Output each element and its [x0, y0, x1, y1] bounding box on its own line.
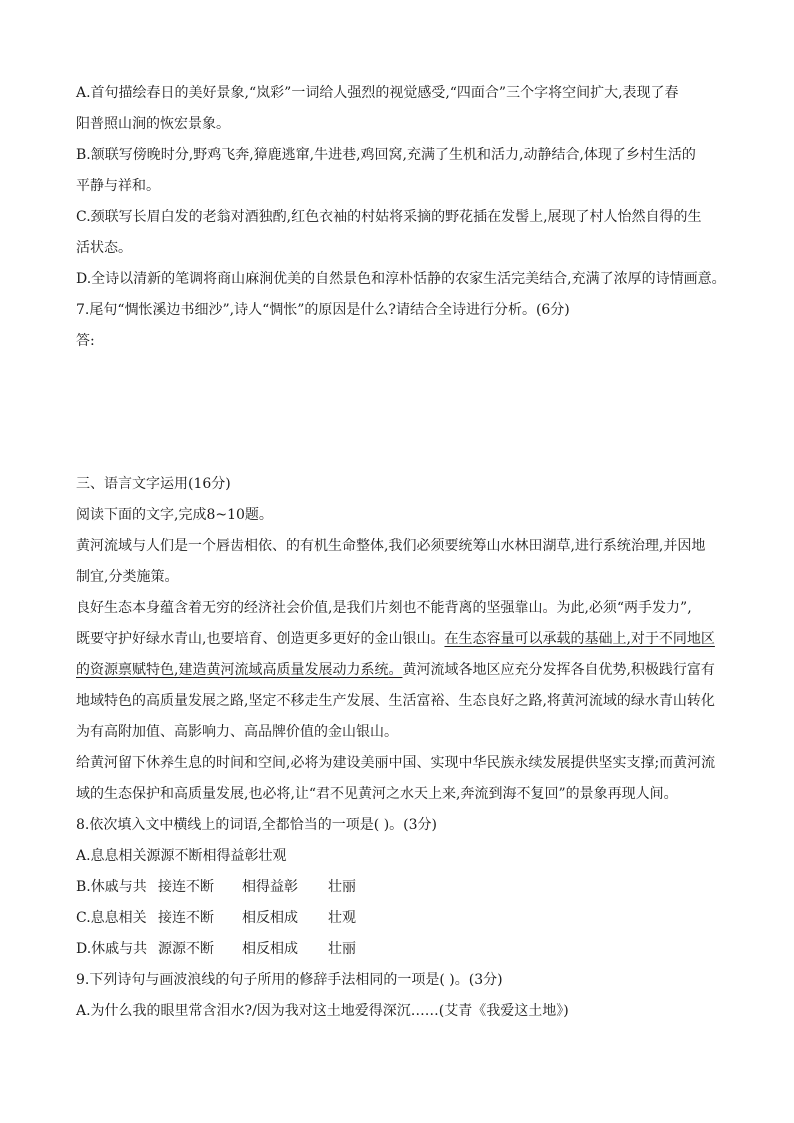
q8-option-c-word2: 接连不断 [158, 910, 214, 926]
passage-p2-line3 [76, 655, 726, 686]
answer-space [76, 357, 726, 469]
passage-p1-line2: 制宜,分类施策。 [76, 569, 179, 585]
passage-p2-line5: 为有高附加值、高影响力、高品牌价值的金山银山。 [76, 724, 398, 740]
q8-option-c-word3: 相反相成 [242, 910, 298, 926]
q9-option-a: A.为什么我的眼里常含泪水?/因为我对这土地爱得深沉……(艾青《我爱这土地》) [76, 1003, 569, 1019]
q8-question: 8.依次填入文中横线上的词语,全都恰当的一项是( )。(3分) [76, 817, 438, 833]
q8-option-d-word3: 相反相成 [242, 941, 298, 957]
q8-option-d-word4: 壮丽 [328, 941, 356, 957]
q8-option-d [76, 934, 726, 965]
q8-option-b-word1: B.休戚与共 [76, 879, 147, 895]
q8-option-b-word2: 接连不断 [158, 879, 214, 895]
underlined-sentence-part1: 在生态容量可以承载的基础上,对于不同地区 [444, 631, 715, 647]
passage-p2-line2 [76, 624, 726, 655]
passage-p3-line1: 给黄河留下休养生息的时间和空间,必将为建设美丽中国、实现中华民族永续发展提供坚实支撑;而黄河流 [76, 755, 716, 771]
q6-option-a-line1: A.首句描绘春日的美好景象,“岚彩”一词给人强烈的视觉感受,“四面合”三个字将空间扩大,表现了春 [76, 85, 679, 101]
passage-p2-line1: 良好生态本身蕴含着无穷的经济社会价值,是我们片刻也不能背离的坚强靠山。为此,必须“两手发力”, [76, 600, 692, 616]
q9-question: 9.下列诗句与画波浪线的句子所用的修辞手法相同的一项是( )。(3分) [76, 972, 503, 988]
q8-option-a: A.息息相关源源不断相得益彰壮观 [76, 848, 287, 864]
q6-option-b-line2: 平静与祥和。 [76, 178, 160, 194]
section3-heading: 三、语言文字运用(16分) [76, 476, 231, 492]
passage-p2-line4: 地域特色的高质量发展之路,坚定不移走生产发展、生活富裕、生态良好之路,将黄河流域的绿水青山转化 [76, 693, 715, 709]
q8-option-d-word1: D.休戚与共 [76, 941, 148, 957]
q8-option-b [76, 872, 726, 903]
section3-instruction: 阅读下面的文字,完成8~10题。 [76, 507, 273, 523]
q8-option-b-word3: 相得益彰 [242, 879, 298, 895]
q6-option-a-line2: 阳普照山涧的恢宏景象。 [76, 116, 230, 132]
q6-option-d-line1: D.全诗以清新的笔调将商山麻涧优美的自然景色和淳朴恬静的农家生活完美结合,充满了浓厚的诗情画意。 [76, 271, 726, 287]
q8-option-c-word4: 壮观 [328, 910, 356, 926]
q6-option-c-line1: C.颈联写长眉白发的老翁对酒独酌,红色衣袖的村姑将采摘的野花插在发髻上,展现了村人怡然自得的生 [76, 209, 702, 225]
passage-p2-line2-text: 既要守护好绿水青山,也要培育、创造更多更好的金山银山。 [76, 631, 445, 647]
passage-p2-line3-text: 黄河流域各地区应充分发挥各自优势,积极践行富有 [402, 662, 715, 678]
q8-option-b-word4: 壮丽 [328, 879, 356, 895]
passage-p3-line2: 域的生态保护和高质量发展,也必将,让“君不见黄河之水天上来,奔流到海不复回”的景象再现人间。 [76, 786, 678, 802]
q8-option-c [76, 903, 726, 934]
passage-p1-line1: 黄河流域与人们是一个唇齿相依、的有机生命整体,我们必须要统筹山水林田湖草,进行系统治理,并因地 [76, 538, 706, 554]
q8-option-c-word1: C.息息相关 [76, 910, 147, 926]
q6-option-b-line1: B.颔联写傍晚时分,野鸡飞奔,獐鹿逃窜,牛进巷,鸡回窝,充满了生机和活力,动静结合,体现了乡村生活的 [76, 147, 696, 163]
q7-question: 7.尾句“惆怅溪边书细沙”,诗人“惆怅”的原因是什么?请结合全诗进行分析。(6分) [76, 302, 570, 318]
q6-option-c-line2: 活状态。 [76, 240, 132, 256]
exam-page [76, 78, 726, 1027]
q7-answer-label: 答: [76, 333, 95, 349]
underlined-sentence-part2: 的资源禀赋特色,建造黄河流域高质量发展动力系统。 [76, 662, 403, 678]
q8-option-d-word2: 源源不断 [158, 941, 214, 957]
